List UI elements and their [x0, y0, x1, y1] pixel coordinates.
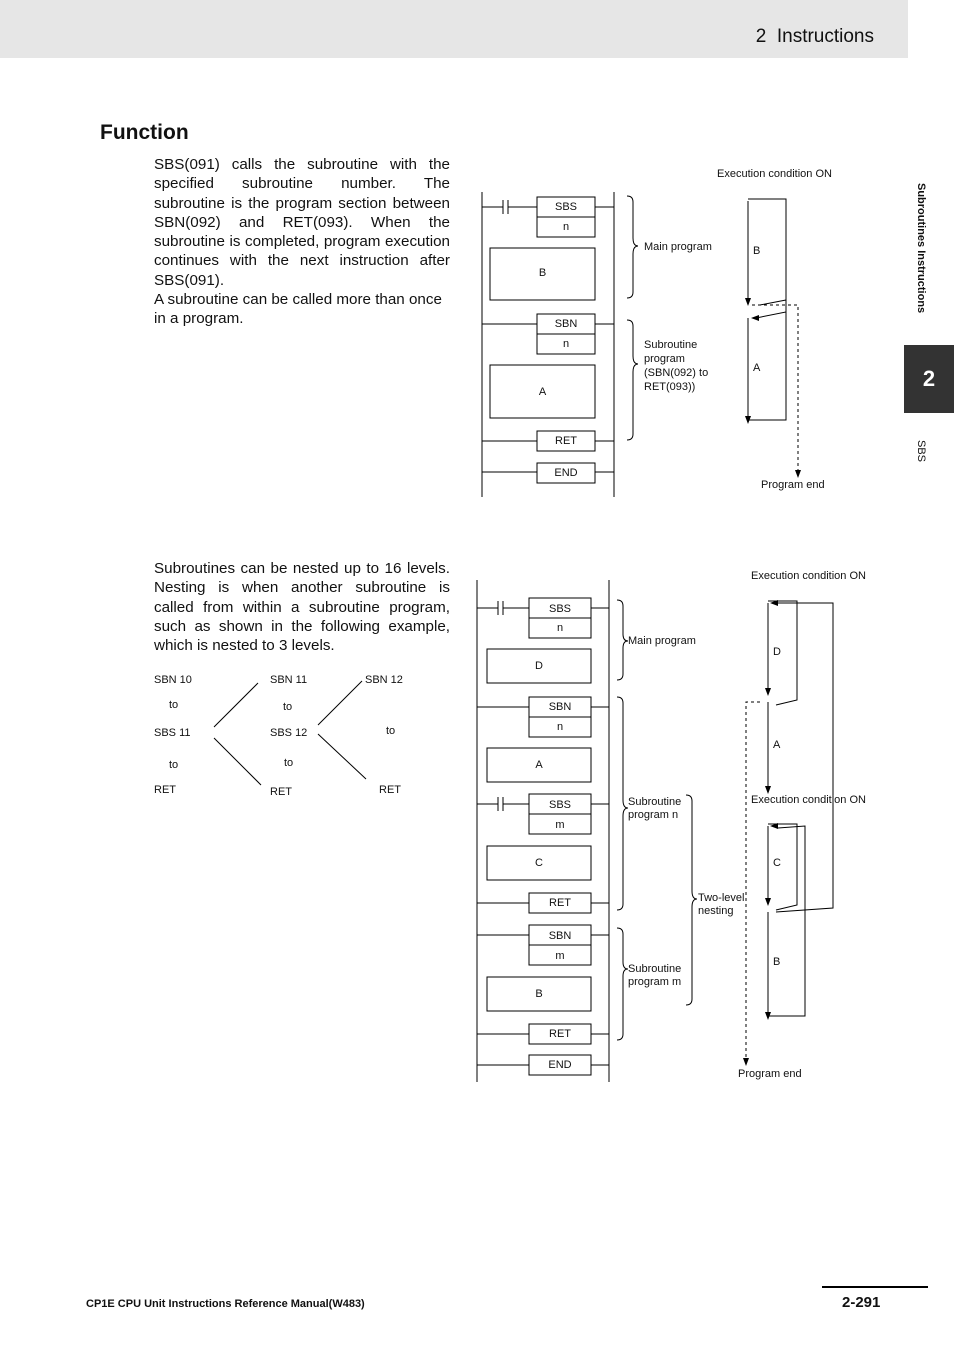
header-chapter: 2	[755, 26, 767, 47]
nest-to: to	[284, 757, 294, 769]
arrowhead	[765, 898, 771, 906]
brace-subroutine-m	[617, 928, 628, 1040]
d2-sbs-n-operand: n	[556, 622, 564, 634]
d1-flow-b: B	[753, 245, 761, 257]
arrowhead	[743, 1058, 749, 1066]
d1-program-end: Program end	[761, 479, 825, 491]
d1-ret-label: RET	[555, 435, 577, 447]
description-para-1: SBS(091) calls the subroutine with the specified subroutine number. The subroutine is the program section between SBN(092) and RET(093). When the subroutine is completed, program execution continues with the next instruction after SBS(091).	[154, 156, 450, 289]
d2-subroutine-m: Subroutine program m	[628, 963, 682, 988]
description-para-2: A subroutine can be called more than once in a program.	[154, 291, 442, 328]
nest-ret: RET	[154, 784, 176, 796]
d2-flow-a: A	[773, 739, 781, 751]
d2-main-program: Main program	[628, 635, 696, 647]
d2-block-d-label: D	[535, 660, 543, 672]
d2-subroutine-n: Subroutine program n	[628, 796, 682, 821]
side-section-label: Subroutines Instructions	[915, 183, 927, 314]
arrowhead	[765, 786, 771, 794]
d2-sbn-n-operand: n	[556, 721, 564, 733]
brace-nesting	[686, 795, 697, 1005]
footer-rule	[822, 1286, 928, 1288]
section-heading: Function	[100, 121, 189, 144]
arrowhead	[765, 688, 771, 696]
d2-flow-d: D	[773, 646, 781, 658]
d1-exec-on: Execution condition ON	[717, 168, 832, 180]
d2-block-a-label: A	[535, 759, 543, 771]
nest-ret: RET	[270, 786, 292, 798]
nesting-para: Subroutines can be nested up to 16 levels. Nesting is when another subroutine is called from within a subroutine program, such as shown in the following example, which is nested to 3 levels.	[154, 560, 450, 655]
d2-end-label: END	[548, 1059, 572, 1071]
d2-exec-on-2: Execution condition ON	[751, 794, 866, 806]
nest-ret: RET	[379, 784, 401, 796]
d1-end-label: END	[554, 467, 578, 479]
d2-sbn-n-label: SBN	[548, 701, 572, 713]
d2-program-end: Program end	[738, 1068, 802, 1080]
flow-return-inner	[768, 826, 805, 1016]
d1-main-program: Main program	[644, 241, 712, 253]
d2-exec-on-1: Execution condition ON	[751, 570, 866, 582]
d2-block-c-label: C	[535, 857, 543, 869]
nest-to: to	[169, 759, 179, 771]
brace-main	[617, 600, 628, 680]
nest-sbn11: SBN 11	[270, 674, 308, 686]
header-title-text: Instructions	[776, 26, 874, 47]
d2-two-level-nesting: Two-level nesting	[698, 892, 745, 917]
d1-sbn-operand: n	[562, 338, 570, 350]
nest-to: to	[386, 725, 396, 737]
d2-sbn-m-label: SBN	[548, 930, 572, 942]
brace-subroutine-n	[617, 697, 628, 910]
side-instruction-label: SBS	[915, 440, 927, 463]
d2-sbs-m-label: SBS	[548, 799, 571, 811]
d1-sbs-label: SBS	[554, 201, 577, 213]
d1-block-b-label: B	[538, 267, 547, 279]
d2-sbn-m-operand: m	[555, 950, 565, 962]
nest-sbn10: SBN 10	[154, 674, 192, 686]
flow-dashed	[746, 702, 760, 1058]
d1-block-a-label: A	[538, 386, 547, 398]
d1-subroutine-program: Subroutine program (SBN(092) to RET(093))	[644, 339, 709, 393]
d2-flow-c: C	[773, 857, 781, 869]
d2-ret-2-label: RET	[549, 1028, 571, 1040]
nest-to: to	[283, 701, 293, 713]
d2-sbs-m-operand: m	[555, 819, 565, 831]
nest-sbs12: SBS 12	[270, 727, 308, 739]
d2-block-b-label: B	[535, 988, 543, 1000]
nest-sbn12: SBN 12	[365, 674, 403, 686]
footer-manual-title: CP1E CPU Unit Instructions Reference Manual(W483)	[86, 1298, 365, 1310]
nest-sbs11: SBS 11	[154, 727, 191, 739]
d2-ret-1-label: RET	[549, 897, 571, 909]
d1-flow-a: A	[753, 362, 761, 374]
page-number: 2-291	[842, 1294, 881, 1311]
nest-to: to	[169, 699, 179, 711]
d2-flow-b: B	[773, 956, 781, 968]
chapter-tab: 2	[904, 345, 954, 413]
d2-sbs-n-label: SBS	[548, 603, 571, 615]
d1-sbn-label: SBN	[554, 318, 578, 330]
d1-sbs-operand: n	[562, 221, 570, 233]
